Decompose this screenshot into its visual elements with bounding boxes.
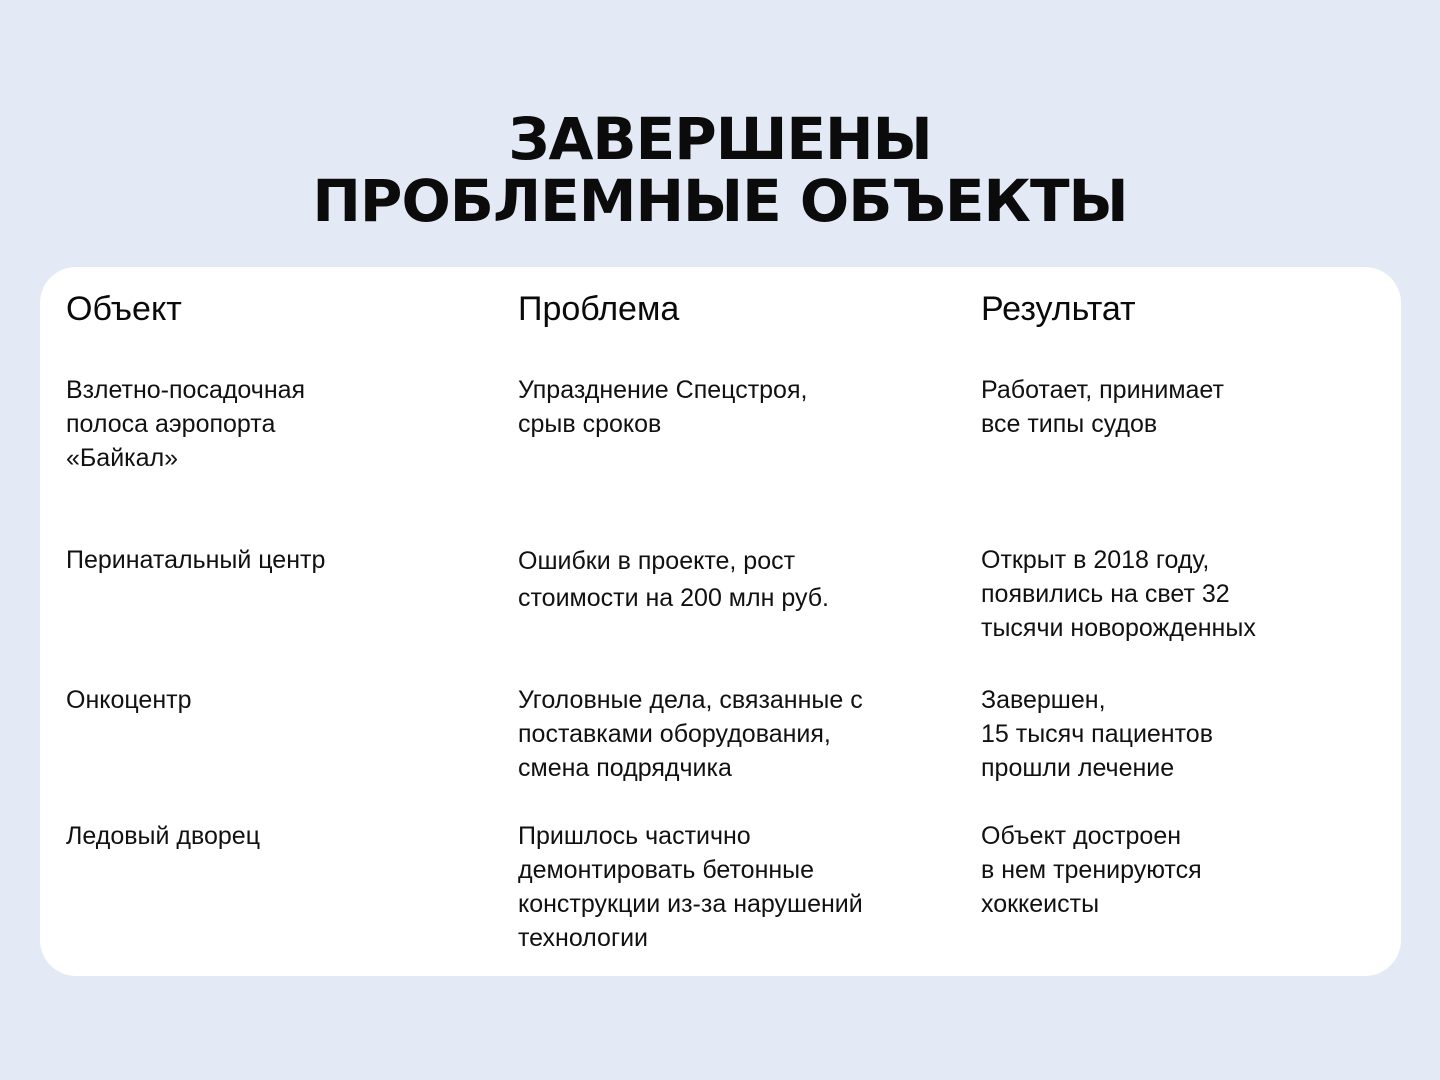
row-2-result: Открыт в 2018 году, появились на свет 32 тысячи новорожденных [981,546,1256,642]
row-2-problem: Ошибки в проекте, рост стоимости на 200 млн руб. [518,547,829,612]
row-1-object: Взлетно-посадочная полоса аэропорта «Байкал» [66,376,306,472]
column-header-problem: Проблема [518,290,680,328]
row-1-result: Работает, принимает все типы судов [981,376,1224,438]
column-header-result: Результат [981,290,1136,328]
row-3-result: Завершен, 15 тысяч пациентов прошли лечение [981,686,1213,782]
column-header-object: Объект [66,290,182,328]
objects-table-card [40,267,1401,976]
row-4-result: Объект достроен в нем тренируются хоккеисты [981,822,1202,918]
row-4-object: Ледовый дворец [66,822,261,850]
page-title-line-2: ПРОБЛЕМНЫЕ ОБЪЕКТЫ [312,167,1128,235]
row-1-problem: Упразднение Спецстроя, срыв сроков [518,376,808,438]
page-title-line-1: ЗАВЕРШЕНЫ [508,105,932,173]
row-3-object: Онкоцентр [66,686,192,714]
row-4-problem: Пришлось частично демонтировать бетонные конструкции из-за нарушений технологии [518,822,863,952]
row-3-problem: Уголовные дела, связанные с поставками оборудования, смена подрядчика [518,686,863,782]
row-2-object: Перинатальный центр [66,546,326,574]
page-title [0,105,1440,235]
